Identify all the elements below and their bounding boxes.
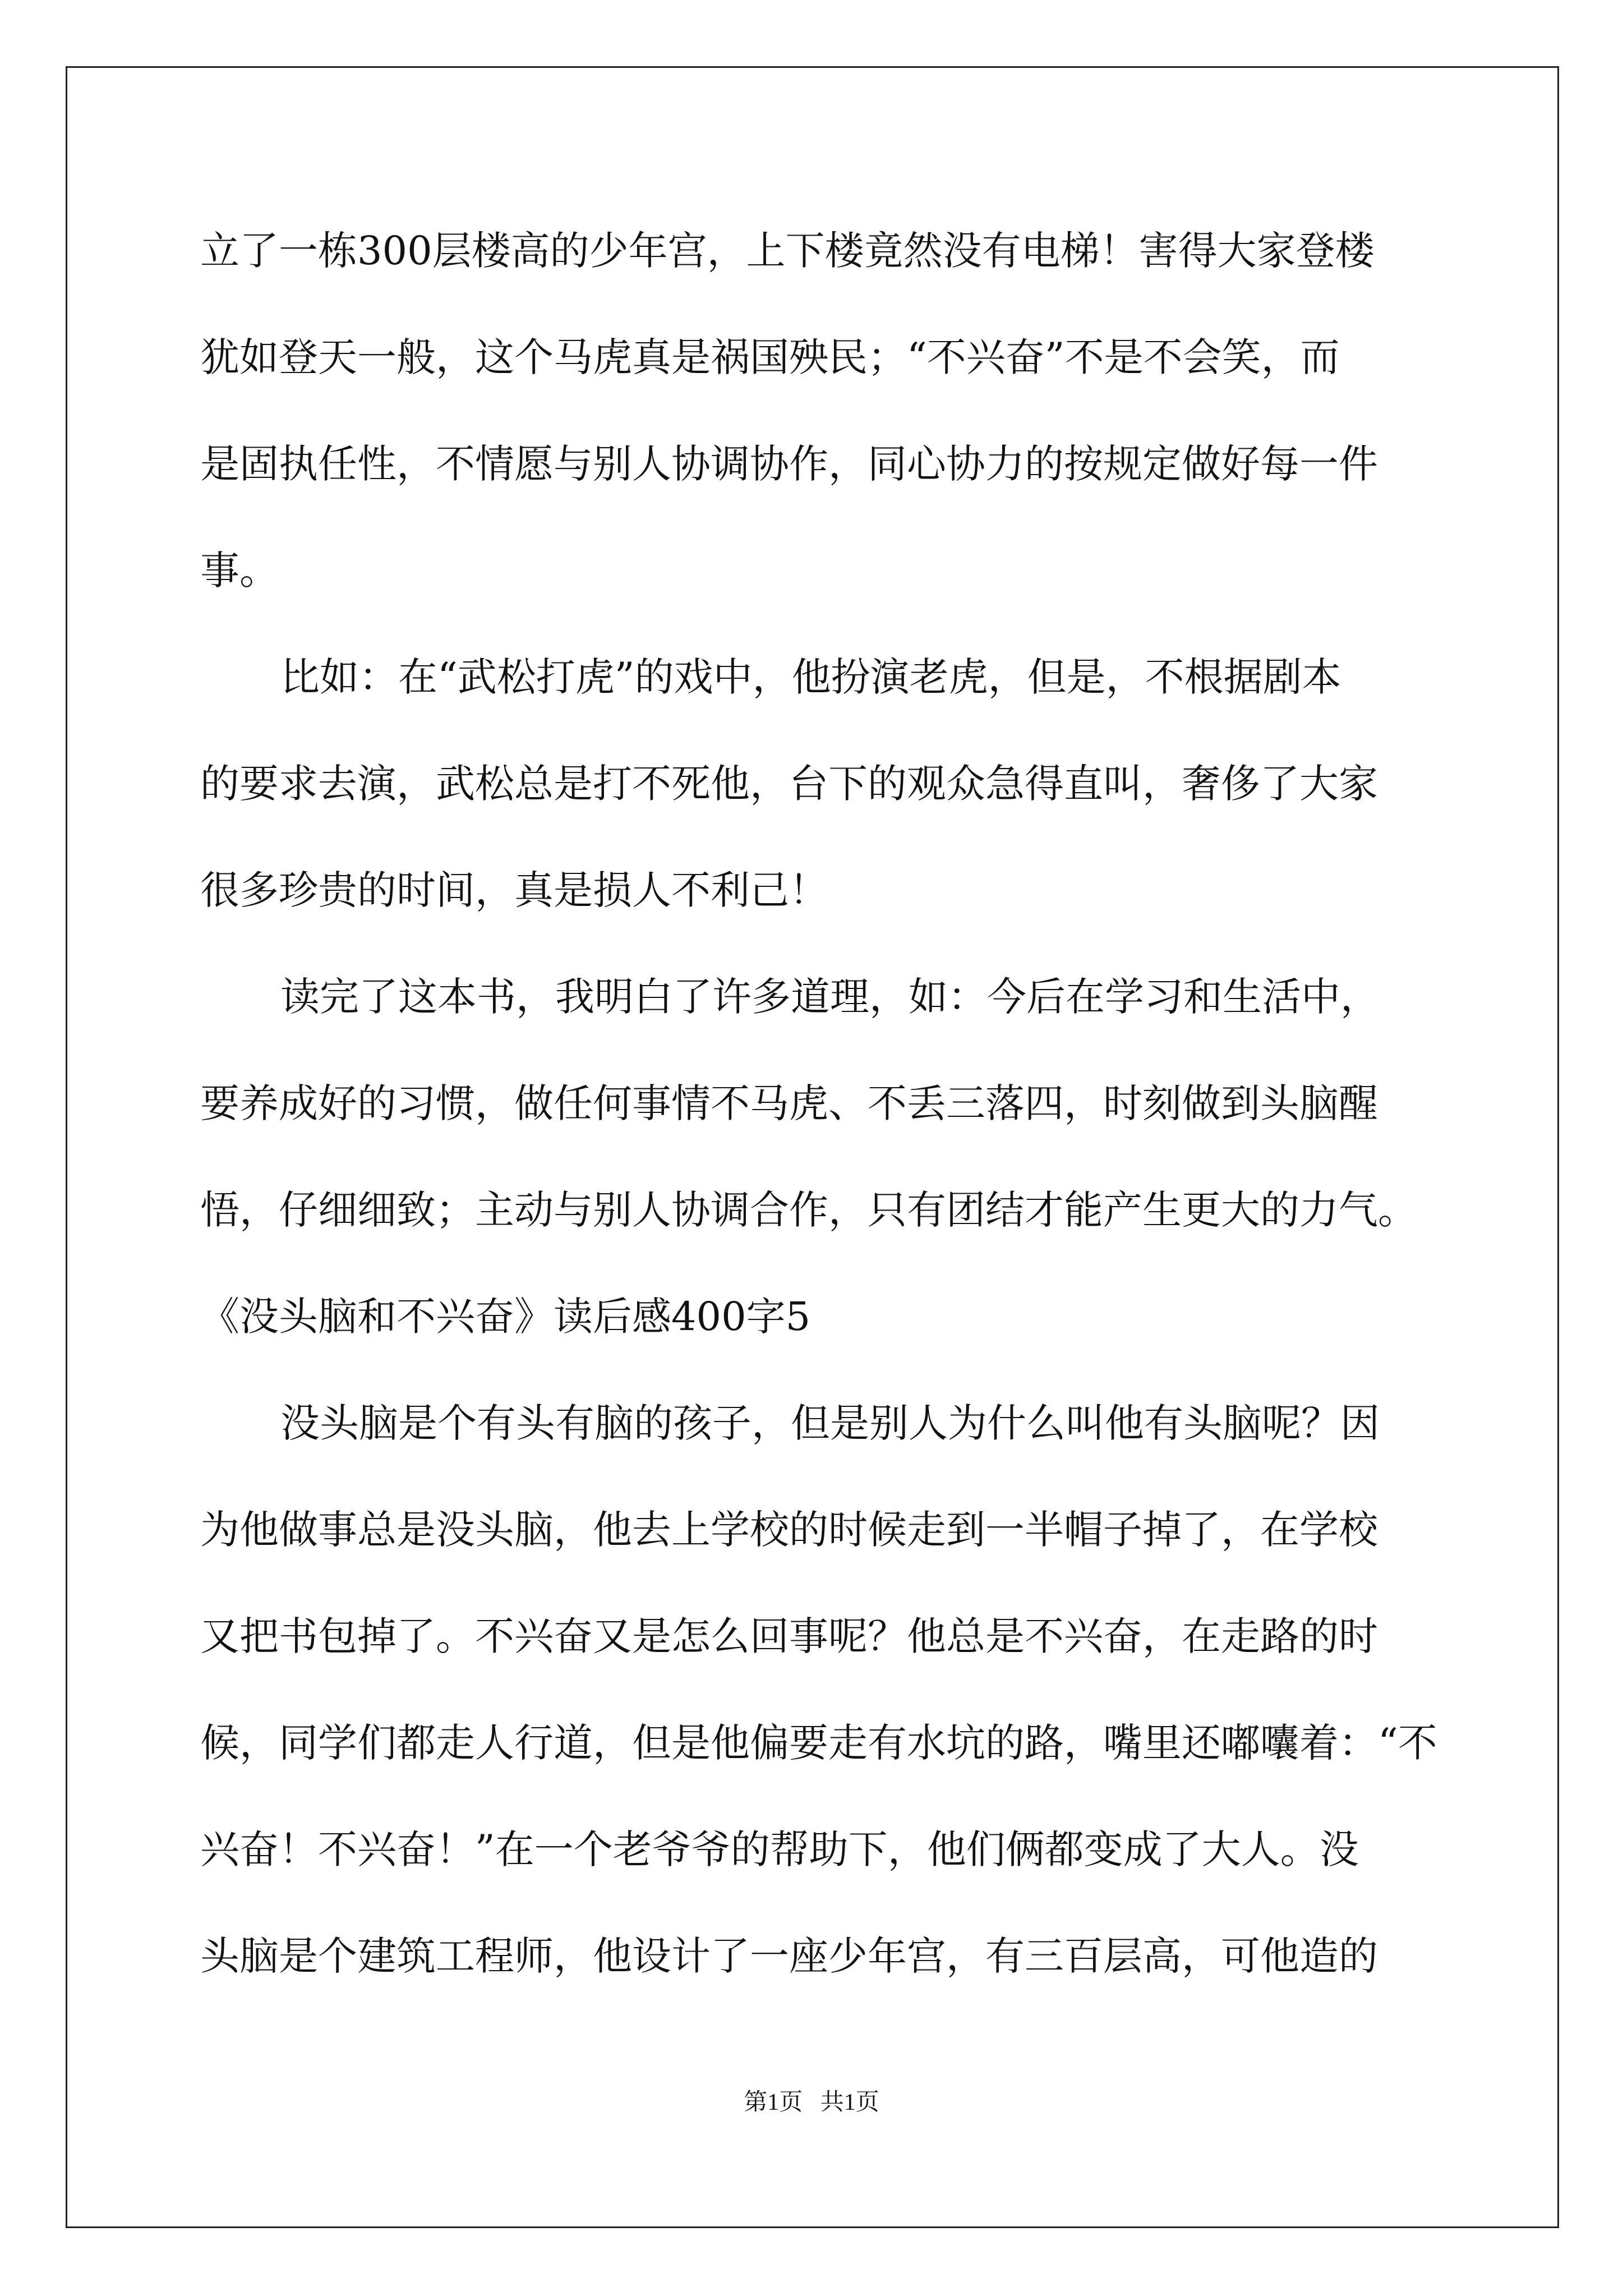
text-line-12: 没头脑是个有头有脑的孩子，但是别人为什么叫他有头脑呢？因 <box>280 1400 1380 1446</box>
section-heading: 《没头脑和不兴奋》读后感400字5 <box>200 1294 811 1340</box>
page-footer: 第1页 共1页 <box>744 2090 879 2115</box>
text-line-1: 立了一栋300层楼高的少年宫，上下楼竟然没有电梯！害得大家登楼 <box>200 228 1375 274</box>
text-line-17: 头脑是个建筑工程师，他设计了一座少年宫，有三百层高，可他造的 <box>200 1933 1378 1979</box>
text-line-16: 兴奋！不兴奋！”在一个老爷爷的帮助下，他们俩都变成了大人。没 <box>200 1826 1359 1872</box>
text-line-4: 事。 <box>200 547 279 593</box>
text-line-9: 要养成好的习惯，做任何事情不马虎、不丢三落四，时刻做到头脑醒 <box>200 1080 1378 1126</box>
text-line-3: 是固执任性，不情愿与别人协调协作，同心协力的按规定做好每一件 <box>200 441 1378 487</box>
text-line-14: 又把书包掉了。不兴奋又是怎么回事呢？他总是不兴奋，在走路的时 <box>200 1613 1378 1659</box>
text-line-6: 的要求去演，武松总是打不死他，台下的观众急得直叫，奢侈了大家 <box>200 761 1378 807</box>
text-line-7: 很多珍贵的时间，真是损人不利己！ <box>200 867 828 913</box>
text-line-13: 为他做事总是没头脑，他去上学校的时候走到一半帽子掉了，在学校 <box>200 1507 1378 1553</box>
text-line-2: 犹如登天一般，这个马虎真是祸国殃民；“不兴奋”不是不会笑，而 <box>200 334 1340 380</box>
text-line-5: 比如：在“武松打虎”的戏中，他扮演老虎，但是，不根据剧本 <box>280 654 1341 700</box>
page-border <box>66 66 1559 2228</box>
text-line-8: 读完了这本书，我明白了许多道理，如：今后在学习和生活中， <box>280 974 1380 1020</box>
text-line-15: 候，同学们都走人行道，但是他偏要走有水坑的路，嘴里还嘟囔着：“不 <box>200 1720 1437 1766</box>
text-line-10: 悟，仔细细致；主动与别人协调合作，只有团结才能产生更大的力气。 <box>200 1187 1417 1233</box>
